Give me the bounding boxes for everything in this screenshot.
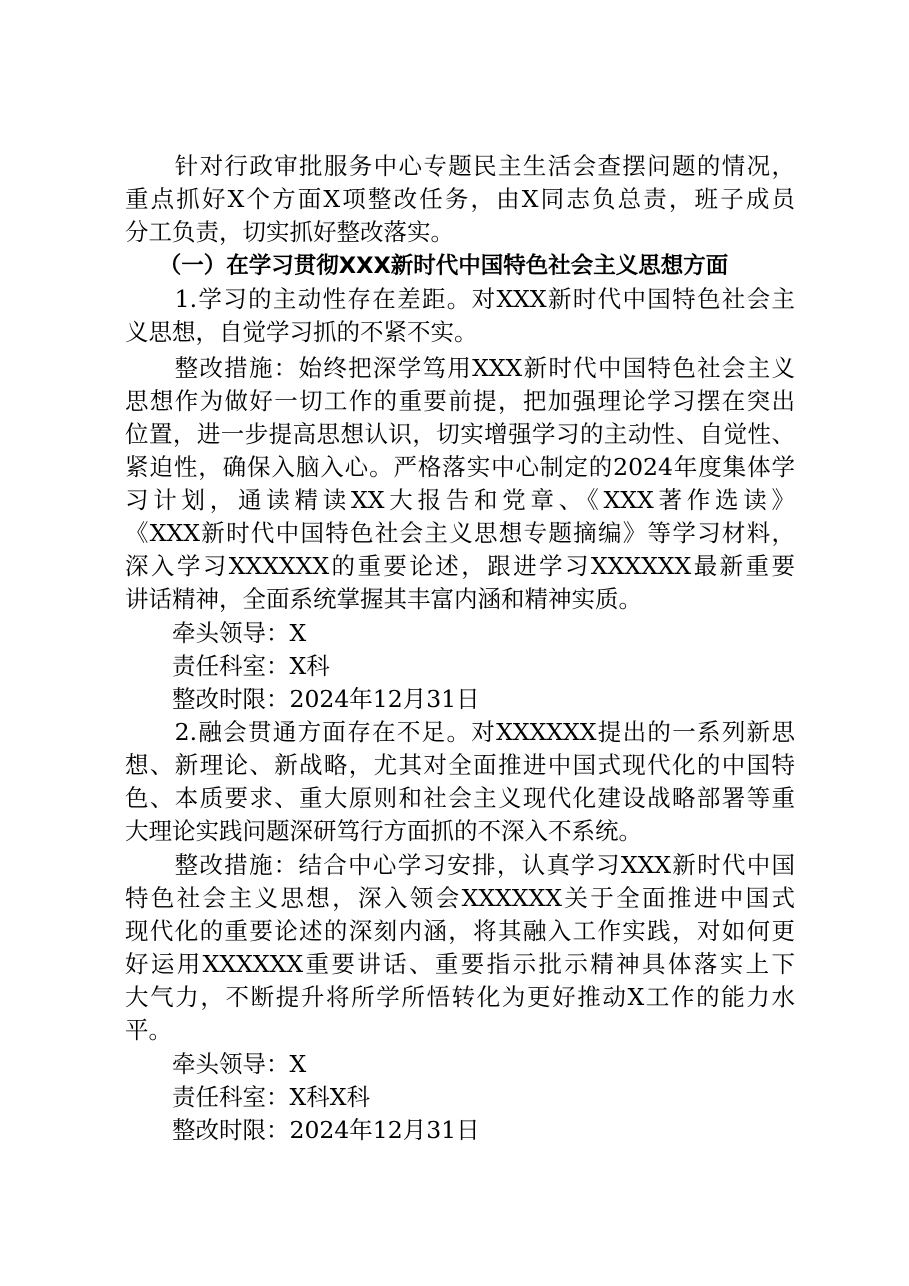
item-1-measure-line-6: 《XXX新时代中国特色社会主义思想专题摘编》等学习材料， bbox=[125, 519, 795, 547]
item-1-measure-line-5: 习计划，通读精读XX大报告和党章、《XXX著作选读》 bbox=[125, 486, 795, 514]
item-2-office: 责任科室：X科X科 bbox=[125, 1083, 370, 1111]
item-2-lead: 牵头领导：X bbox=[125, 1050, 307, 1078]
item-2-deadline: 整改时限：2024年12月31日 bbox=[125, 1116, 480, 1144]
item-1-measure-line-3: 位置，进一步提高思想认识，切实增强学习的主动性、自觉性、 bbox=[125, 420, 795, 448]
item-2-measure-line-2: 特色社会主义思想，深入领会XXXXXX关于全面推进中国式 bbox=[125, 884, 795, 912]
item-1-measure-line-4: 紧迫性，确保入脑入心。严格落实中心制定的2024年度集体学 bbox=[125, 453, 795, 481]
item-1-measure-line-7: 深入学习XXXXXX的重要论述，跟进学习XXXXXX最新重要 bbox=[125, 552, 795, 580]
section-heading: （一）在学习贯彻XXX新时代中国特色社会主义思想方面 bbox=[125, 253, 729, 279]
item-2-title-line-2: 想、新理论、新战略，尤其对全面推进中国式现代化的中国特 bbox=[125, 751, 795, 779]
item-2-title-line-4: 大理论实践问题深研笃行方面抓的不深入不系统。 bbox=[125, 817, 642, 845]
item-1-measure-line-8: 讲话精神，全面系统掌握其丰富内涵和精神实质。 bbox=[125, 585, 642, 613]
item-2-title-line-3: 色、本质要求、重大原则和社会主义现代化建设战略部署等重 bbox=[125, 784, 795, 812]
intro-line-1: 针对行政审批服务中心专题民主生活会查摆问题的情况， bbox=[125, 152, 795, 180]
item-1-lead: 牵头领导：X bbox=[125, 619, 307, 647]
item-1-measure-line-2: 思想作为做好一切工作的重要前提，把加强理论学习摆在突出 bbox=[125, 387, 795, 415]
item-2-measure-line-6: 平。 bbox=[125, 1016, 172, 1044]
item-1-measure-line-1: 整改措施：始终把深学笃用XXX新时代中国特色社会主义 bbox=[125, 354, 795, 382]
intro-line-2: 重点抓好X个方面X项整改任务，由X同志负总责，班子成员 bbox=[125, 185, 795, 213]
item-2-measure-line-3: 现代化的重要论述的深刻内涵，将其融入工作实践，对如何更 bbox=[125, 917, 795, 945]
item-2-measure-line-5: 大气力，不断提升将所学所悟转化为更好推动X工作的能力水 bbox=[125, 983, 795, 1011]
item-1-title-line-2: 义思想，自觉学习抓的不紧不实。 bbox=[125, 318, 478, 346]
item-2-title-line-1: 2.融会贯通方面存在不足。对XXXXXX提出的一系列新思 bbox=[125, 718, 795, 746]
item-1-deadline: 整改时限：2024年12月31日 bbox=[125, 685, 480, 713]
item-2-measure-line-4: 好运用XXXXXX重要讲话、重要指示批示精神具体落实上下 bbox=[125, 950, 795, 978]
item-1-office: 责任科室：X科 bbox=[125, 652, 330, 680]
item-2-measure-line-1: 整改措施：结合中心学习安排，认真学习XXX新时代中国 bbox=[125, 851, 795, 879]
item-1-title-line-1: 1.学习的主动性存在差距。对XXX新时代中国特色社会主 bbox=[125, 285, 795, 313]
intro-line-3: 分工负责，切实抓好整改落实。 bbox=[125, 218, 454, 246]
